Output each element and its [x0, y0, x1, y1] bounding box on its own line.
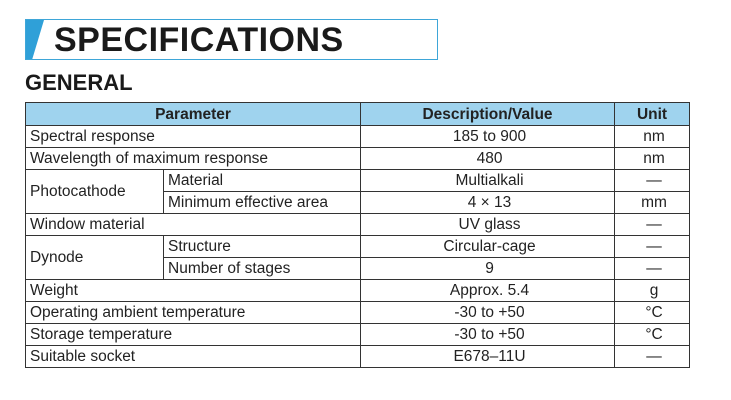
param-cell: Dynode [26, 236, 164, 280]
param-cell: Wavelength of maximum response [26, 148, 361, 170]
param-cell: Storage temperature [26, 324, 361, 346]
unit-cell: g [615, 280, 690, 302]
unit-cell: — [615, 170, 690, 192]
value-cell: Multialkali [361, 170, 615, 192]
value-cell: 9 [361, 258, 615, 280]
table-row [26, 148, 690, 170]
section-heading: GENERAL [25, 70, 133, 95]
unit-cell: — [615, 214, 690, 236]
param-cell: Window material [26, 214, 361, 236]
subparam-cell: Minimum effective area [164, 192, 361, 214]
spec-table [25, 102, 690, 368]
unit-cell: — [615, 258, 690, 280]
param-cell: Spectral response [26, 126, 361, 148]
param-cell: Weight [26, 280, 361, 302]
subparam-cell: Material [164, 170, 361, 192]
value-cell: -30 to +50 [361, 302, 615, 324]
value-cell: 480 [361, 148, 615, 170]
unit-cell: nm [615, 148, 690, 170]
param-cell: Suitable socket [26, 346, 361, 368]
value-cell: 185 to 900 [361, 126, 615, 148]
table-row [26, 236, 690, 258]
param-cell: Operating ambient temperature [26, 302, 361, 324]
table-row [26, 280, 690, 302]
value-cell: E678–11U [361, 346, 615, 368]
table-row [26, 214, 690, 236]
unit-cell: nm [615, 126, 690, 148]
value-cell: Circular-cage [361, 236, 615, 258]
table-row [26, 126, 690, 148]
header-parameter: Parameter [26, 103, 361, 126]
table-header-row [26, 103, 690, 126]
unit-cell: mm [615, 192, 690, 214]
unit-cell: °C [615, 302, 690, 324]
subparam-cell: Number of stages [164, 258, 361, 280]
subparam-cell: Structure [164, 236, 361, 258]
page-title: SPECIFICATIONS [54, 21, 344, 59]
header-unit: Unit [615, 103, 690, 126]
title-accent [26, 20, 44, 59]
unit-cell: °C [615, 324, 690, 346]
unit-cell: — [615, 346, 690, 368]
value-cell: Approx. 5.4 [361, 280, 615, 302]
table-row [26, 324, 690, 346]
param-cell: Photocathode [26, 170, 164, 214]
table-row [26, 170, 690, 192]
header-value: Description/Value [361, 103, 615, 126]
title-box [25, 19, 438, 60]
value-cell: 4 × 13 [361, 192, 615, 214]
value-cell: -30 to +50 [361, 324, 615, 346]
table-row [26, 346, 690, 368]
value-cell: UV glass [361, 214, 615, 236]
unit-cell: — [615, 236, 690, 258]
table-row [26, 302, 690, 324]
